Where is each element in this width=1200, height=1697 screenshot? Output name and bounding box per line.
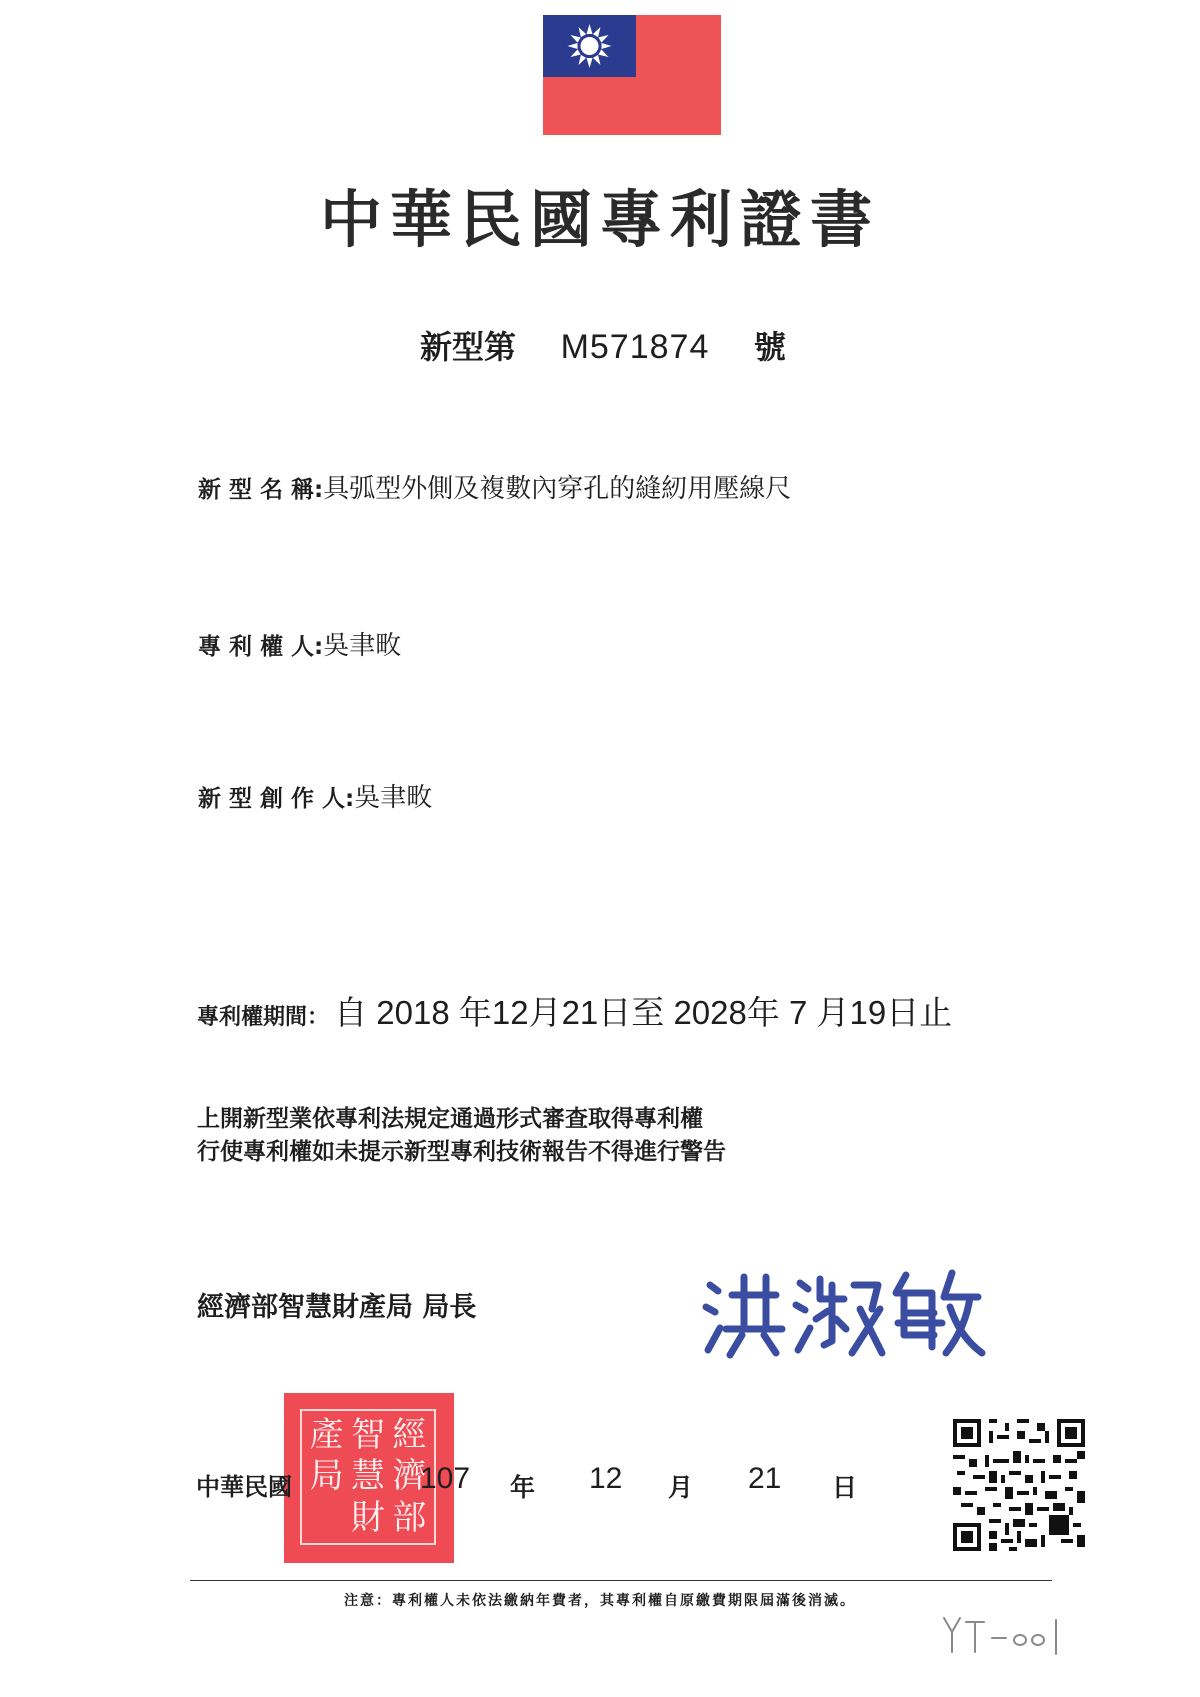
seal-glyph: 智	[350, 1415, 385, 1455]
patent-term	[197, 987, 952, 1034]
patent-name-label: 新 型 名 稱:	[198, 477, 324, 503]
patent-term-label: 專利權期間：	[197, 1005, 330, 1030]
seal-glyph: 部	[392, 1497, 427, 1538]
footer-divider	[190, 1580, 1052, 1581]
statement-line-2: 行使專利權如未提示新型專利技術報告不得進行警告	[197, 1139, 726, 1165]
certificate-number-line	[420, 322, 786, 368]
seal-glyph: 產	[309, 1415, 344, 1455]
date-year-label: 年	[510, 1473, 536, 1502]
patent-owner-label: 專 利 權 人:	[198, 634, 324, 660]
director-signature	[700, 1255, 990, 1365]
seal-glyphs	[306, 1415, 430, 1539]
patent-term-value: 自 2018 年12月21日至 2028年 7 月19日止	[334, 994, 953, 1031]
date-day-label: 日	[832, 1473, 858, 1502]
certificate-suffix: 號	[753, 328, 786, 366]
date-day: 21	[748, 1462, 782, 1495]
date-month-label: 月	[668, 1473, 694, 1502]
creator-field	[198, 777, 432, 814]
creator-value: 吳聿畋	[354, 783, 433, 813]
white-sun-icon	[543, 15, 636, 77]
certificate-title: 中華民國專利證書	[319, 183, 880, 256]
date-month: 12	[589, 1462, 623, 1495]
seal-glyph: 財	[350, 1497, 385, 1538]
date-year: 107	[420, 1462, 471, 1495]
date-era-prefix: 中華民國	[196, 1473, 292, 1501]
seal-glyph: 濟	[392, 1456, 427, 1497]
seal-glyph	[306, 1498, 347, 1539]
footnote: 注意：專利權人未依法繳納年費者，其專利權自原繳費期限屆滿後消滅。	[344, 1593, 856, 1609]
issuing-office: 經濟部智慧財產局 局長	[197, 1292, 477, 1323]
statement-line-1: 上開新型業依專利法規定通過形式審查取得專利權	[197, 1106, 703, 1132]
patent-owner-field	[198, 625, 401, 662]
certificate-number: M571874	[560, 328, 710, 366]
patent-owner-value: 吳聿畋	[323, 631, 402, 661]
qr-code	[953, 1419, 1085, 1551]
certificate-prefix: 新型第	[420, 328, 517, 366]
national-flag	[543, 15, 721, 135]
seal-glyph: 經	[392, 1415, 427, 1455]
seal-glyph: 局	[309, 1456, 344, 1497]
handwritten-reference-mark	[940, 1612, 1070, 1656]
patent-name-value: 具弧型外側及複數內穿孔的縫紉用壓線尺	[323, 474, 792, 504]
patent-name-field	[198, 468, 791, 505]
creator-label: 新 型 創 作 人:	[198, 786, 355, 812]
seal-glyph: 慧	[350, 1456, 385, 1497]
